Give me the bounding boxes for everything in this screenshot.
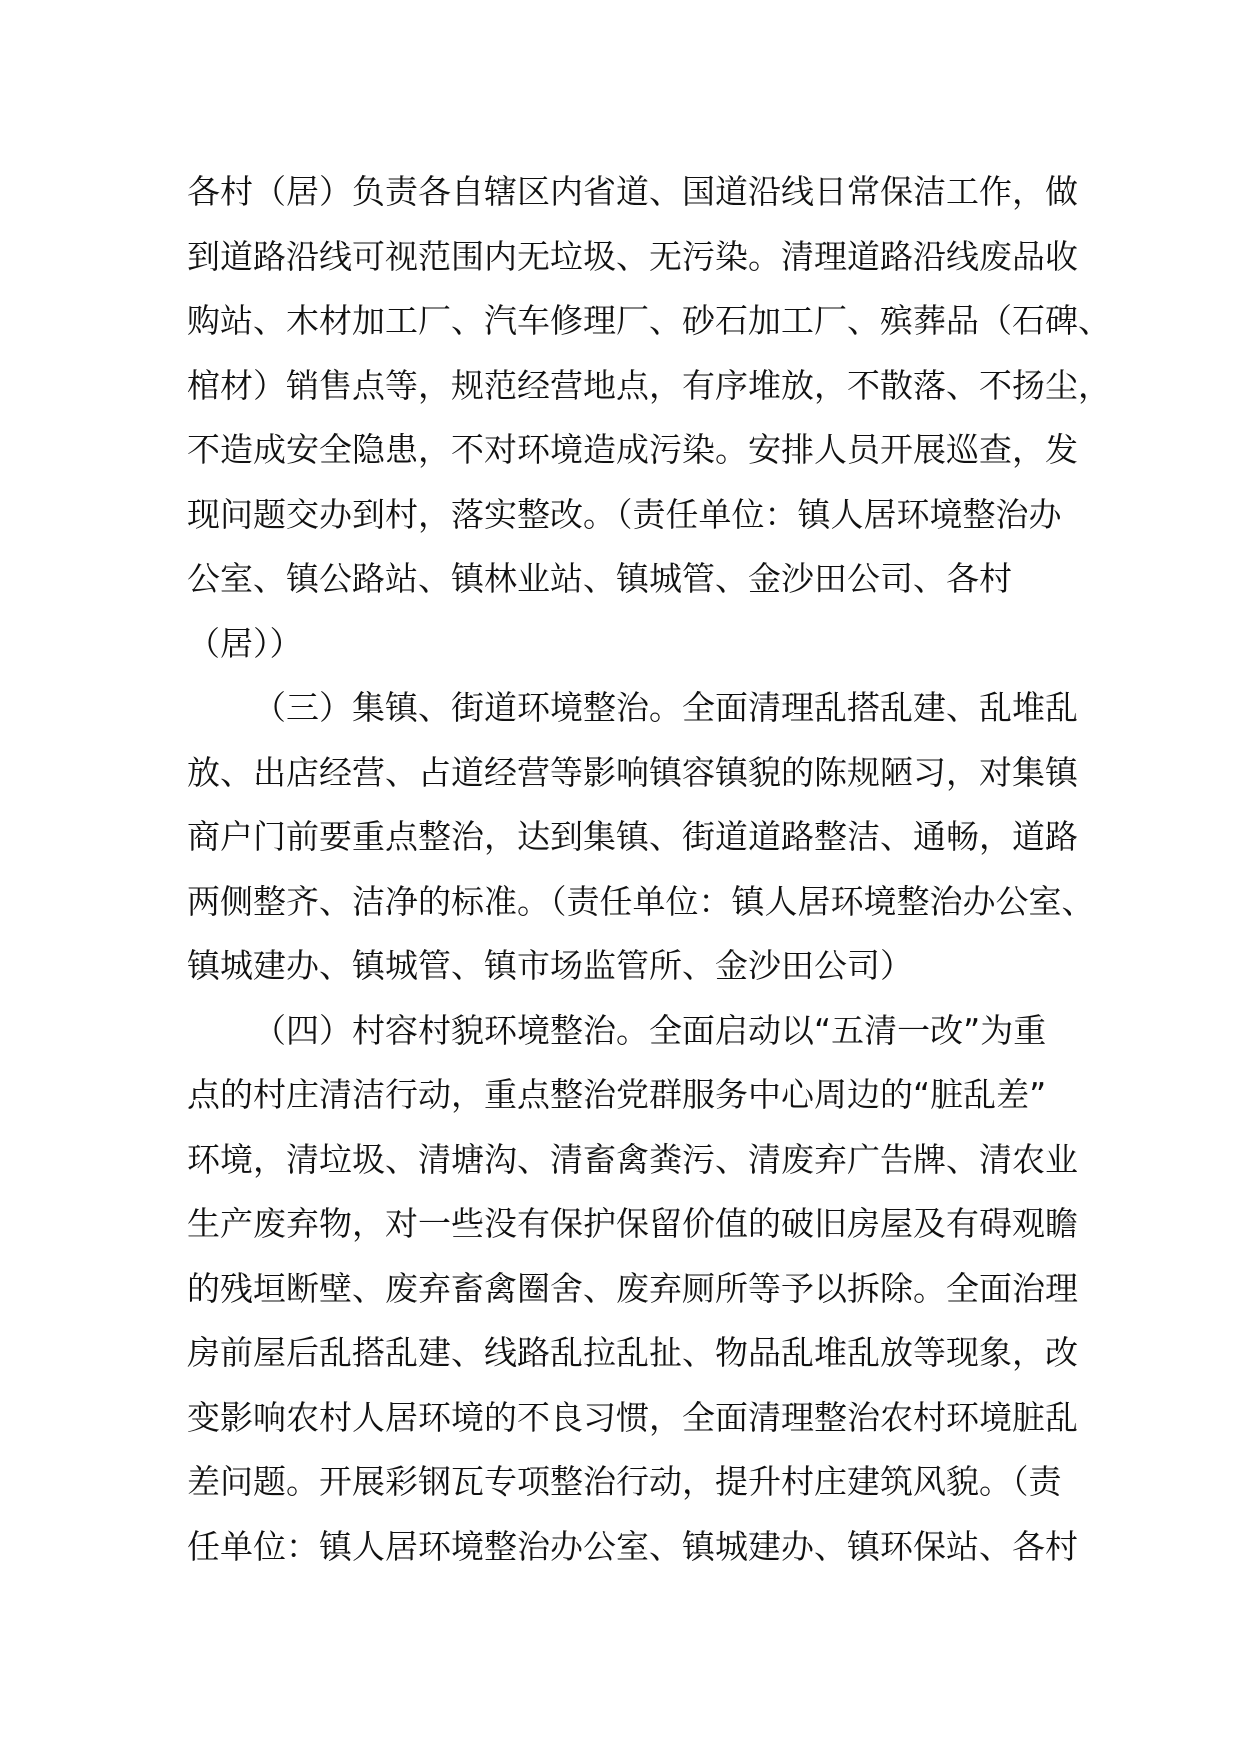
text-line: 各村（居）负责各自辖区内省道、国道沿线日常保洁工作，做	[187, 172, 1078, 211]
section-heading-line: （四）村容村貌环境整治。全面启动以“五清一改”为重	[253, 1010, 1047, 1050]
text-line: 任单位：镇人居环境整治办公室、镇城建办、镇环保站、各村	[187, 1526, 1078, 1566]
text-line: 不造成安全隐患，不对环境造成污染。安排人员开展巡查，发	[187, 430, 1078, 469]
text-line: 放、出店经营、占道经营等影响镇容镇貌的陈规陋习，对集镇	[187, 752, 1078, 792]
text-line: 变影响农村人居环境的不良习惯，全面清理整治农村环境脏乱	[187, 1397, 1078, 1437]
document-body	[187, 160, 1111, 1579]
text-line: （居））	[187, 623, 303, 663]
text-line: 房前屋后乱搭乱建、线路乱拉乱扯、物品乱堆乱放等现象，改	[187, 1333, 1078, 1372]
text-line: 到道路沿线可视范围内无垃圾、无污染。清理道路沿线废品收	[187, 236, 1078, 276]
text-line: 公室、镇公路站、镇林业站、镇城管、金沙田公司、各村	[187, 559, 1012, 598]
text-line: 点的村庄清洁行动，重点整治党群服务中心周边的“脏乱差”	[187, 1075, 1047, 1114]
text-line: 生产废弃物，对一些没有保护保留价值的破旧房屋及有碍观瞻	[187, 1204, 1078, 1243]
paragraph-section-four	[187, 999, 1087, 1580]
paragraph-section-three	[187, 676, 1095, 999]
section-heading-line: （三）集镇、街道环境整治。全面清理乱搭乱建、乱堆乱	[253, 688, 1078, 727]
text-line: 镇城建办、镇城管、镇市场监管所、金沙田公司）	[187, 946, 913, 985]
text-line: 两侧整齐、洁净的标准。（责任单位：镇人居环境整治办公室、	[187, 881, 1095, 921]
text-line: 的残垣断壁、废弃畜禽圈舍、废弃厕所等予以拆除。全面治理	[187, 1268, 1078, 1308]
text-line: 现问题交办到村，落实整改。（责任单位：镇人居环境整治办	[187, 494, 1062, 534]
text-line: 棺材）销售点等，规范经营地点，有序堆放，不散落、不扬尘，	[187, 365, 1111, 405]
paragraph-roadside-cleaning	[187, 160, 1111, 676]
text-line: 环境，清垃圾、清塘沟、清畜禽粪污、清废弃广告牌、清农业	[187, 1139, 1078, 1179]
text-line: 商户门前要重点整治，达到集镇、街道道路整洁、通畅，道路	[187, 817, 1078, 856]
text-line: 购站、木材加工厂、汽车修理厂、砂石加工厂、殡葬品（石碑、	[187, 301, 1111, 340]
text-line: 差问题。开展彩钢瓦专项整治行动，提升村庄建筑风貌。（责	[187, 1462, 1062, 1501]
